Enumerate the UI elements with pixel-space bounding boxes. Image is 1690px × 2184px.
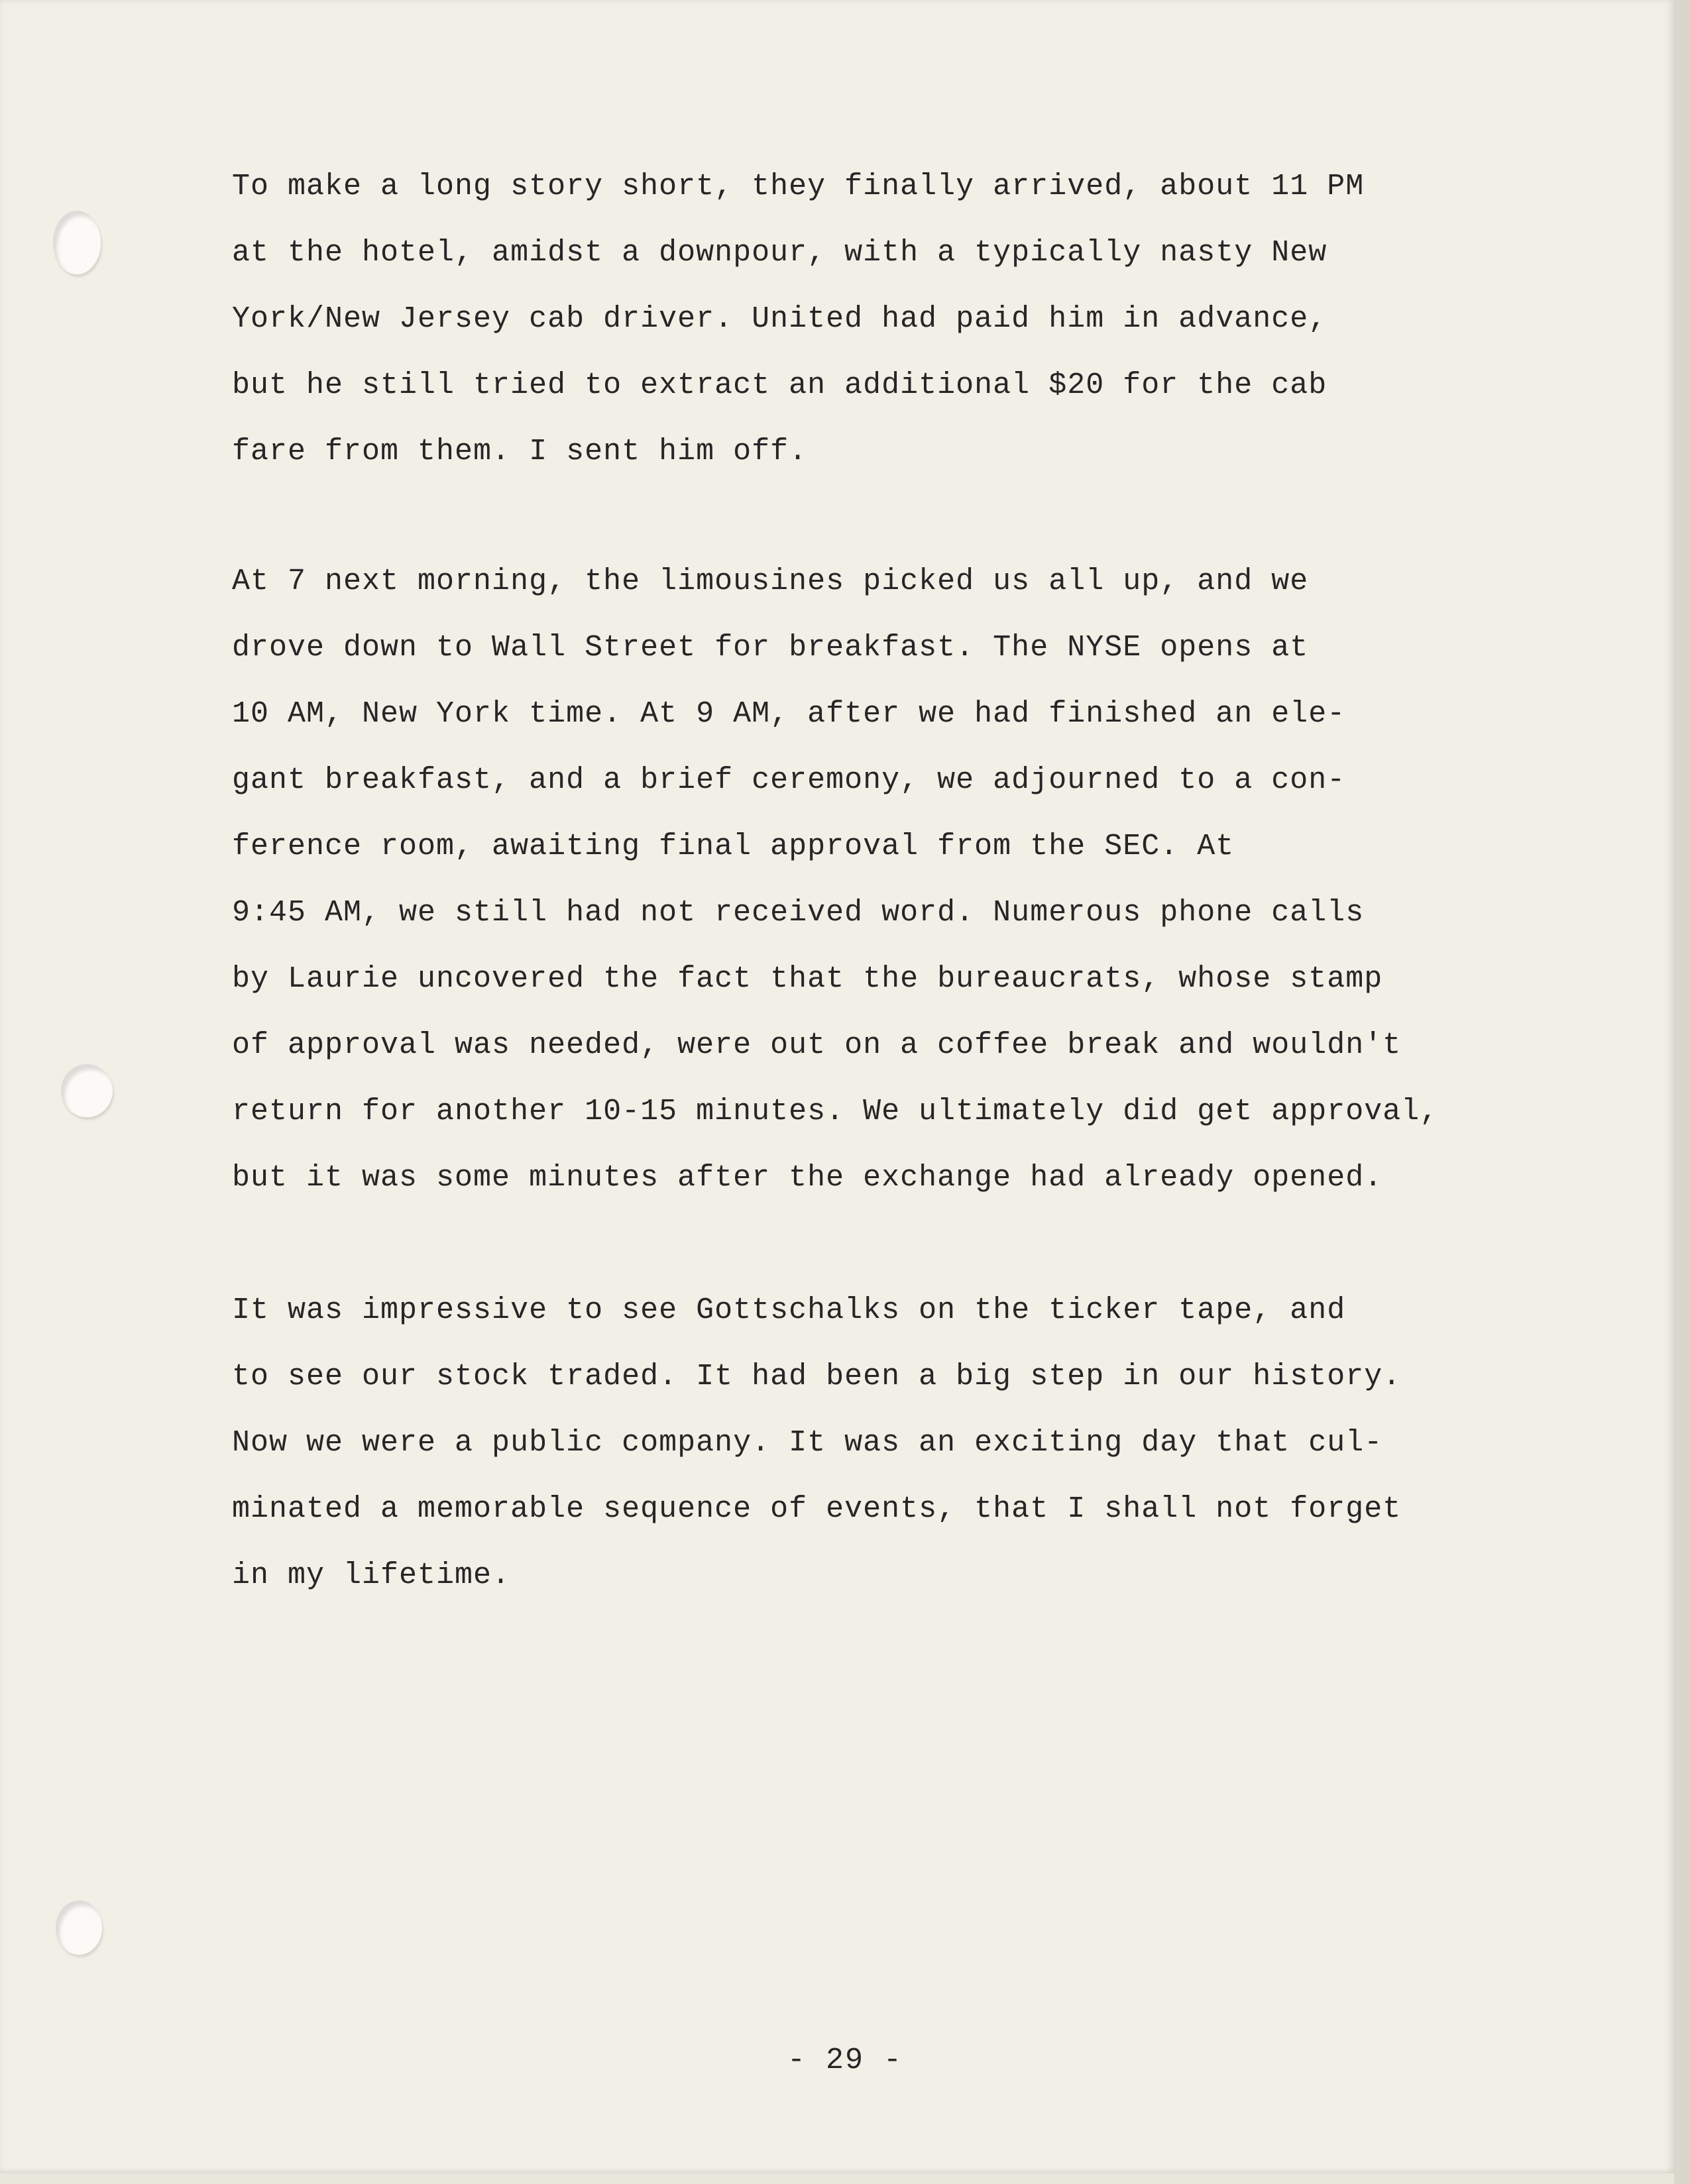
text-line: ference room, awaiting final approval from the SEC. At: [232, 830, 1235, 863]
text-line: at the hotel, amidst a downpour, with a typically nasty New: [232, 236, 1327, 270]
text-line: drove down to Wall Street for breakfast. The NYSE opens at: [232, 631, 1309, 665]
text-line: to see our stock traded. It had been a big step in our history.: [232, 1360, 1402, 1393]
punch-hole: [61, 1064, 113, 1117]
text-line: 9:45 AM, we still had not received word. Numerous phone calls: [232, 896, 1365, 930]
text-line: but it was some minutes after the exchange had already opened.: [232, 1161, 1383, 1195]
text-line: York/New Jersey cab driver. United had paid him in advance,: [232, 302, 1327, 336]
text-line: Now we were a public company. It was an exciting day that cul-: [232, 1426, 1383, 1460]
paragraph-wall-street: [232, 549, 1551, 1211]
page-number: - 29 -: [787, 2044, 903, 2077]
paragraph-arrival: [232, 154, 1551, 485]
text-line: but he still tried to extract an additional $20 for the cab: [232, 368, 1327, 402]
text-line: fare from them. I sent him off.: [232, 435, 808, 468]
text-line: 10 AM, New York time. At 9 AM, after we had finished an ele-: [232, 697, 1346, 731]
text-line: return for another 10-15 minutes. We ultimately did get approval,: [232, 1095, 1439, 1128]
text-line: It was impressive to see Gottschalks on the ticker tape, and: [232, 1293, 1346, 1327]
punch-hole: [56, 1900, 102, 1955]
text-line: At 7 next morning, the limousines picked us all up, and we: [232, 565, 1309, 598]
text-line: of approval was needed, were out on a coffee break and wouldn't: [232, 1028, 1402, 1062]
paragraph-ticker: [232, 1278, 1551, 1609]
text-line: in my lifetime.: [232, 1558, 511, 1592]
text-line: gant breakfast, and a brief ceremony, we adjourned to a con-: [232, 763, 1346, 797]
text-line: by Laurie uncovered the fact that the bureaucrats, whose stamp: [232, 962, 1383, 996]
page-edge: [1674, 0, 1690, 2184]
punch-hole: [53, 211, 101, 274]
text-line: To make a long story short, they finally arrived, about 11 PM: [232, 170, 1365, 203]
text-line: minated a memorable sequence of events, that I shall not forget: [232, 1492, 1402, 1526]
